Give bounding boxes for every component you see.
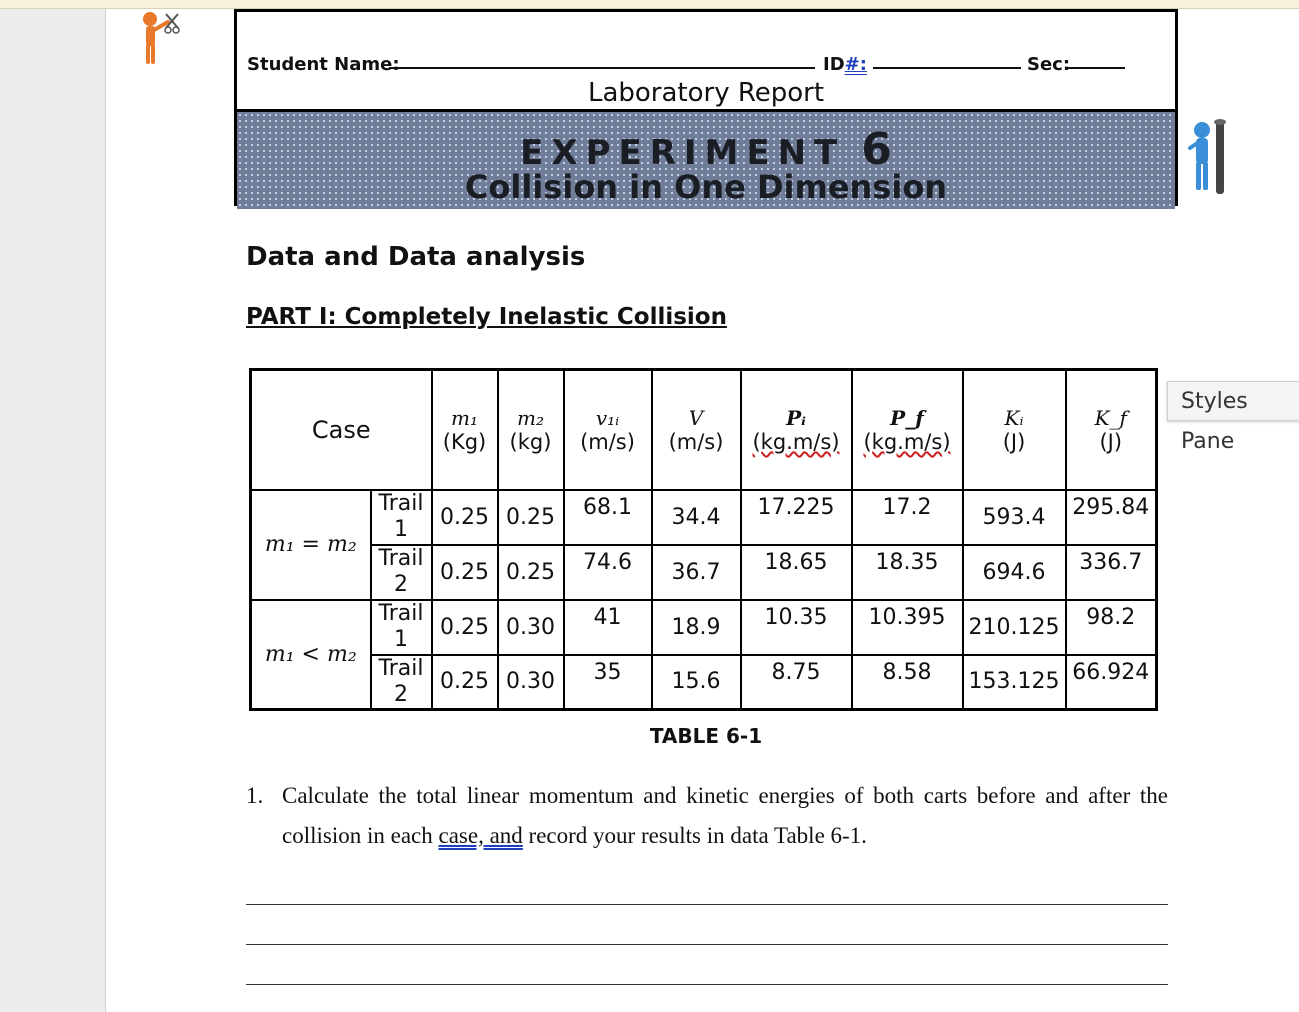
table-caption: TABLE 6-1 <box>649 724 763 748</box>
value-cell[interactable]: 18.35 <box>852 545 963 600</box>
answer-line[interactable] <box>246 984 1168 985</box>
col-header: v₁ᵢ (m/s) <box>564 370 652 490</box>
trail-cell: Trail 1 <box>371 490 432 545</box>
value-cell[interactable]: 336.7 <box>1066 545 1157 600</box>
experiment-banner <box>237 109 1175 209</box>
value-cell[interactable]: 17.2 <box>852 490 963 545</box>
value-cell[interactable]: 295.84 <box>1066 490 1157 545</box>
case-label: m₁ < m₂ <box>251 600 371 710</box>
answer-line[interactable] <box>246 944 1168 945</box>
experiment-heading: EXPERIMENT 6 <box>520 124 892 175</box>
question-1 <box>246 776 1168 856</box>
value-cell[interactable]: 0.30 <box>498 655 564 710</box>
value-cell[interactable]: 36.7 <box>652 545 741 600</box>
window-top-strip <box>0 0 1299 9</box>
col-header: P_f (kg.m/s) <box>852 370 963 490</box>
value-cell[interactable]: 10.35 <box>741 600 852 655</box>
col-header: m₂ (kg) <box>498 370 564 490</box>
value-cell[interactable]: 0.25 <box>432 490 498 545</box>
value-cell[interactable]: 0.25 <box>432 600 498 655</box>
value-cell[interactable]: 0.25 <box>498 545 564 600</box>
section-title: Data and Data analysis <box>246 242 586 272</box>
student-name-line[interactable] <box>389 67 815 69</box>
value-cell[interactable]: 8.58 <box>852 655 963 710</box>
experiment-subtitle: Collision in One Dimension <box>464 168 948 206</box>
value-cell[interactable]: 694.6 <box>963 545 1066 600</box>
value-cell[interactable]: 0.25 <box>498 490 564 545</box>
case-header: Case <box>251 370 432 490</box>
trail-cell: Trail 2 <box>371 545 432 600</box>
id-label: ID#: <box>823 54 867 75</box>
pushpin-figure-icon <box>1186 118 1236 198</box>
table-row <box>251 655 1157 710</box>
student-name-label: Student Name: <box>247 54 400 75</box>
value-cell[interactable]: 34.4 <box>652 490 741 545</box>
answer-line[interactable] <box>246 904 1168 905</box>
value-cell[interactable]: 66.924 <box>1066 655 1157 710</box>
value-cell[interactable]: 17.225 <box>741 490 852 545</box>
table-row <box>251 545 1157 600</box>
col-header: K_f (J) <box>1066 370 1157 490</box>
report-header-box <box>234 9 1178 206</box>
styles-pane-button[interactable]: Styles Pane <box>1167 381 1299 421</box>
report-title: Laboratory Report <box>587 78 825 108</box>
value-cell[interactable]: 41 <box>564 600 652 655</box>
col-header: m₁ (Kg) <box>432 370 498 490</box>
value-cell[interactable]: 0.30 <box>498 600 564 655</box>
section-line[interactable] <box>1065 67 1125 69</box>
part-title: PART I: Completely Inelastic Collision <box>246 304 727 330</box>
case-label: m₁ = m₂ <box>251 490 371 600</box>
value-cell[interactable]: 18.9 <box>652 600 741 655</box>
value-cell[interactable]: 10.395 <box>852 600 963 655</box>
id-line[interactable] <box>873 67 1021 69</box>
data-table <box>249 368 1158 711</box>
value-cell[interactable]: 35 <box>564 655 652 710</box>
value-cell[interactable]: 15.6 <box>652 655 741 710</box>
question-text: Calculate the total linear momentum and kinetic energies of both carts before and after the collision in each case, and record your results in data Table 6-1. <box>282 783 1168 848</box>
table-header-row <box>251 370 1157 490</box>
table-row <box>251 600 1157 655</box>
col-header: Kᵢ (J) <box>963 370 1066 490</box>
col-header: V (m/s) <box>652 370 741 490</box>
value-cell[interactable]: 593.4 <box>963 490 1066 545</box>
scissors-figure-icon <box>138 10 186 68</box>
trail-cell: Trail 1 <box>371 600 432 655</box>
col-header: Pᵢ (kg.m/s) <box>741 370 852 490</box>
question-number: 1. <box>246 783 264 808</box>
trail-cell: Trail 2 <box>371 655 432 710</box>
value-cell[interactable]: 98.2 <box>1066 600 1157 655</box>
value-cell[interactable]: 153.125 <box>963 655 1066 710</box>
value-cell[interactable]: 74.6 <box>564 545 652 600</box>
value-cell[interactable]: 0.25 <box>432 655 498 710</box>
value-cell[interactable]: 210.125 <box>963 600 1066 655</box>
value-cell[interactable]: 0.25 <box>432 545 498 600</box>
section-label: Sec: <box>1027 54 1071 75</box>
value-cell[interactable]: 68.1 <box>564 490 652 545</box>
value-cell[interactable]: 18.65 <box>741 545 852 600</box>
value-cell[interactable]: 8.75 <box>741 655 852 710</box>
table-row <box>251 490 1157 545</box>
